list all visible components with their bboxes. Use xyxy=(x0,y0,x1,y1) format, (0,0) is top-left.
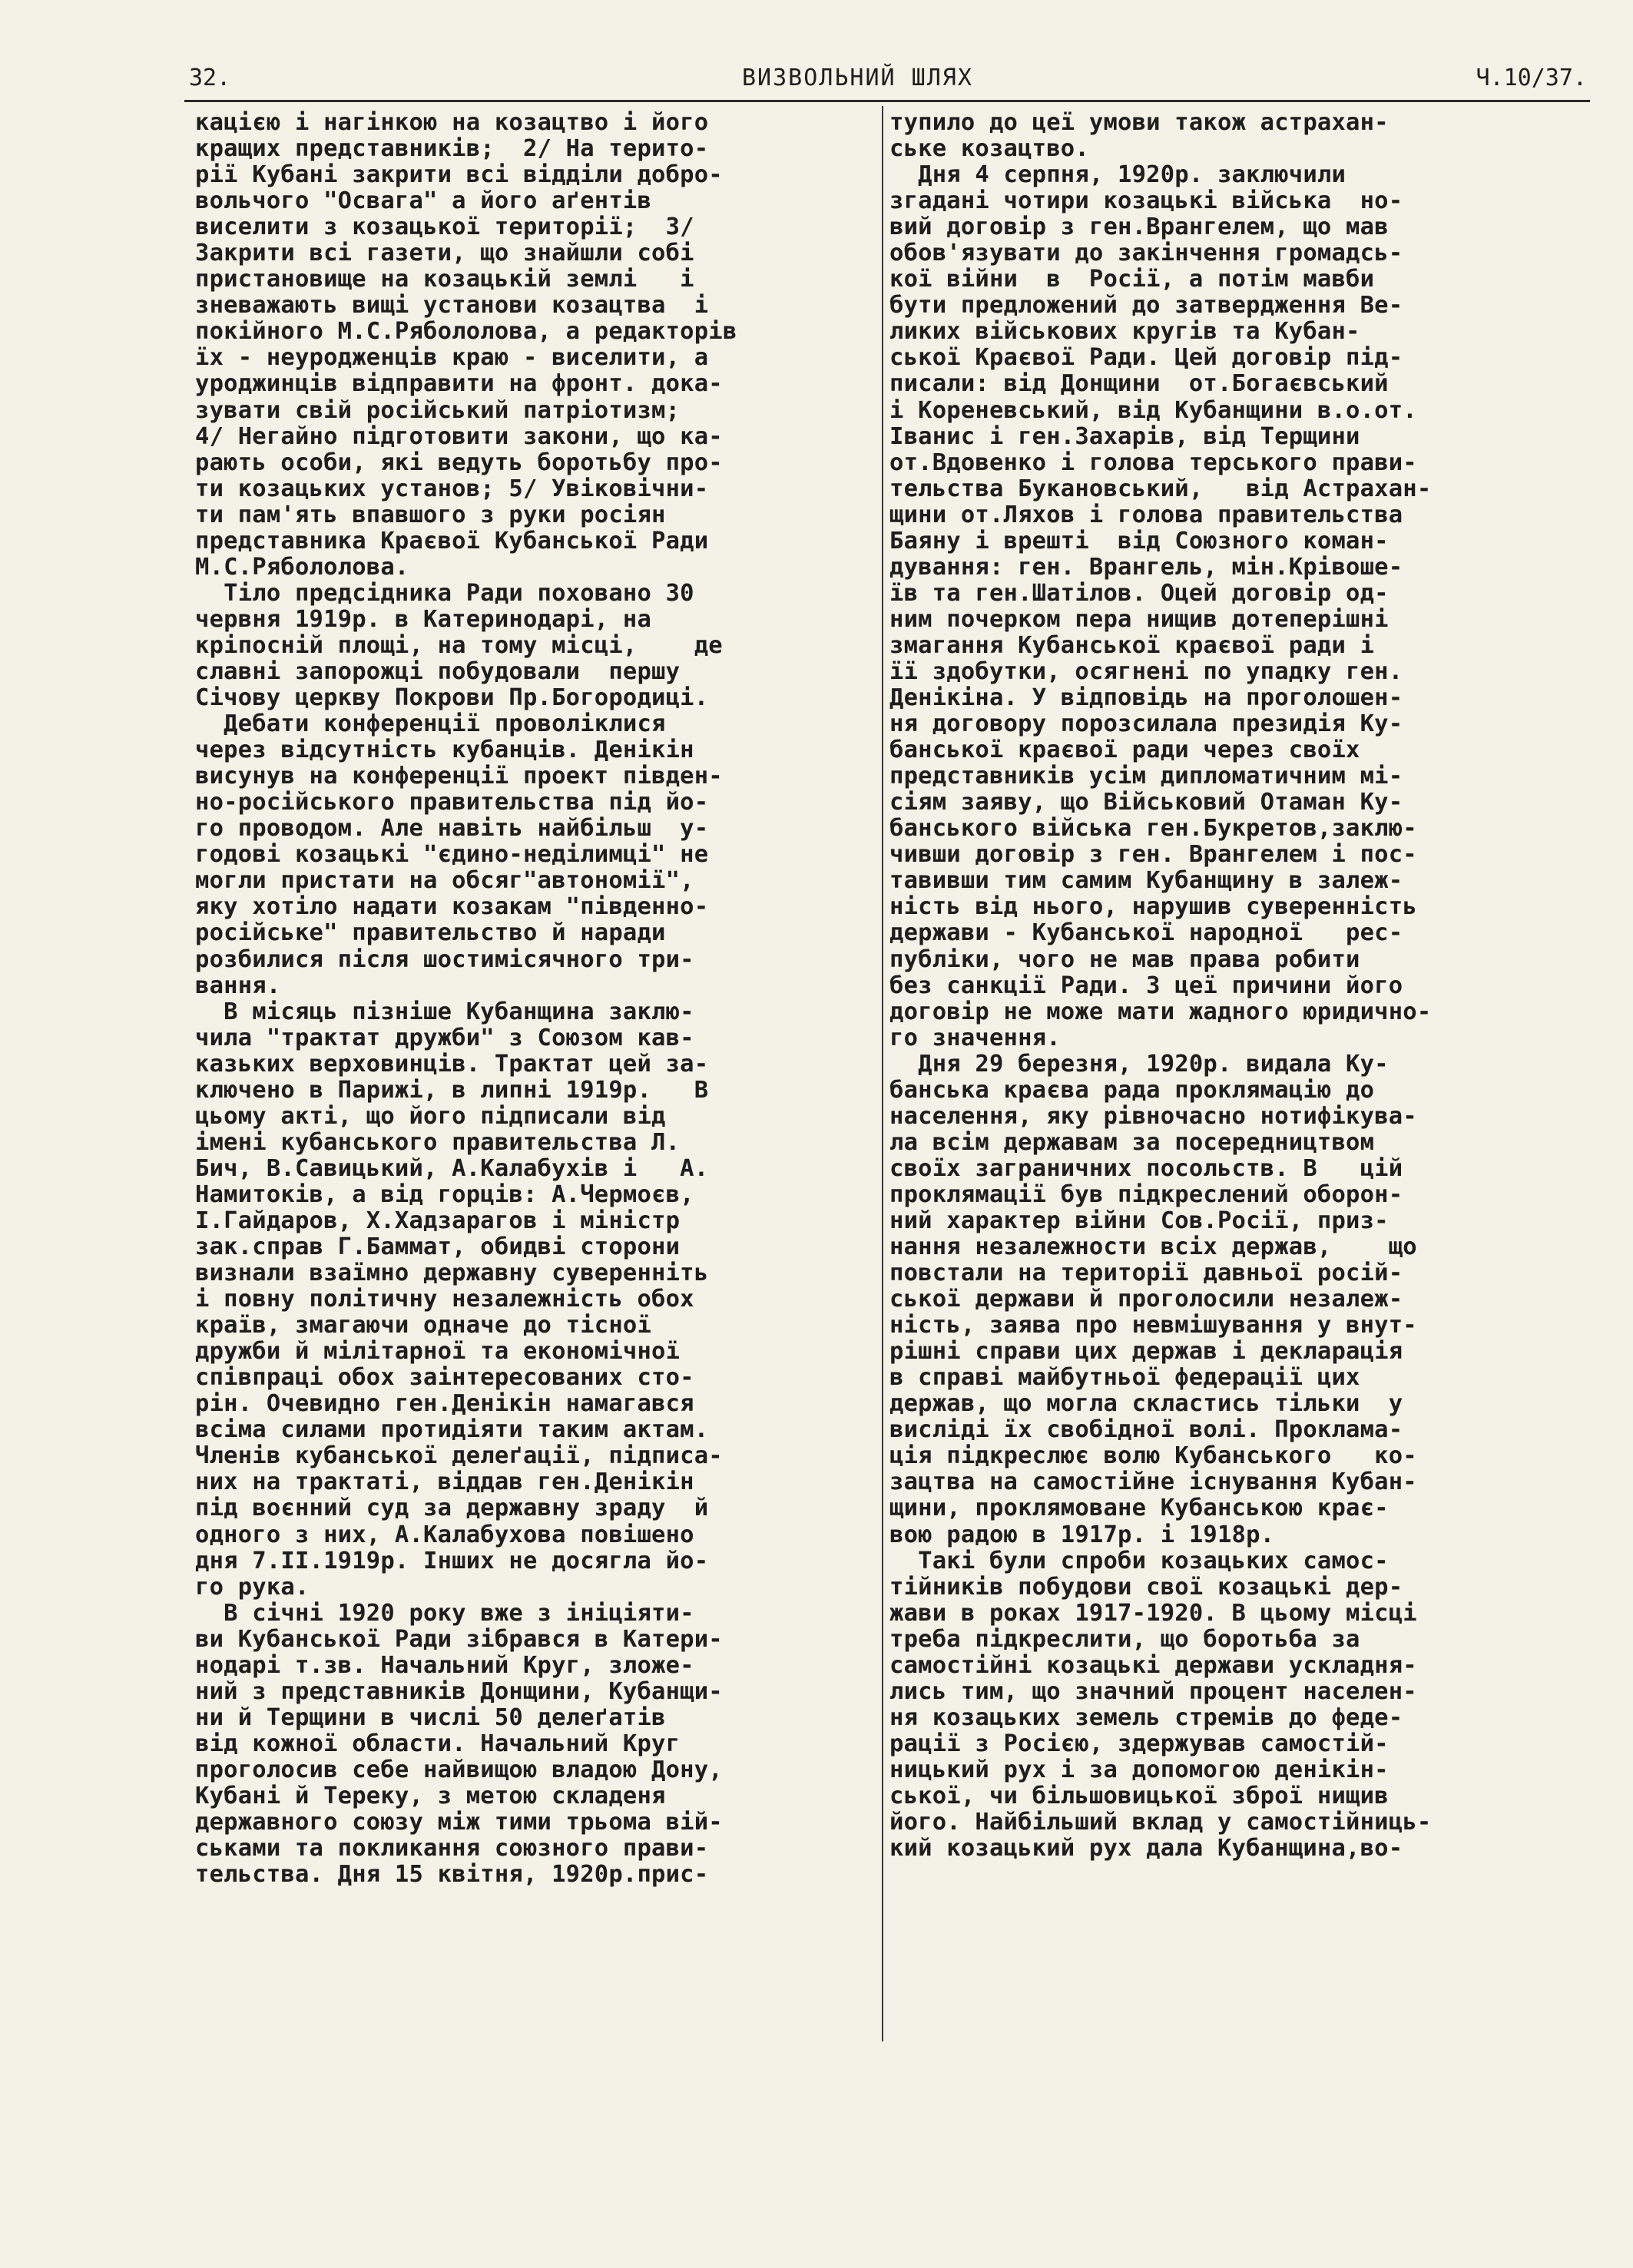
left-column-line: вання. xyxy=(195,972,281,999)
left-column xyxy=(195,110,879,1888)
right-column-line: обов'язувати до закінчення громадсь- xyxy=(889,240,1403,267)
left-column-line: В місяць пізніше Кубанщина заклю- xyxy=(195,998,694,1025)
right-column-line: щини от.Ляхов і голова правительства xyxy=(889,501,1403,528)
right-column-line: ний характер війни Сов.Росії, приз- xyxy=(889,1207,1389,1234)
right-column-line: повстали на території давньої росій- xyxy=(889,1260,1403,1287)
right-column-line: бути предложений до затвердження Ве- xyxy=(889,292,1403,320)
right-column-line: і Кореневський, від Кубанщини в.о.от. xyxy=(889,396,1417,424)
left-column-line: зак.справ Г.Баммат, обидві сторони xyxy=(195,1233,681,1261)
left-column-line: них на трактаті, віддав ген.Денікін xyxy=(195,1468,694,1496)
right-column-line: ним почерком пера нищив дотеперішні xyxy=(889,605,1389,633)
left-column-line: славні запорожці побудовали першу xyxy=(195,657,681,685)
left-column-line: зувати свій російський патріотизм; xyxy=(195,396,681,424)
left-column-line: визнали взаїмно державну суверенніть xyxy=(195,1260,709,1287)
right-column-line: держави - Кубанської народної рес- xyxy=(889,919,1403,947)
right-column-line: Баяну і врешті від Союзного коман- xyxy=(889,527,1389,555)
left-column-line: під воєнний суд за державну зраду й xyxy=(195,1495,709,1522)
left-column-line: проголосив себе найвищою владою Дону, xyxy=(195,1756,723,1783)
left-column-line: покійного М.С.Рябололова, а редакторів xyxy=(195,318,737,346)
left-column-line: уроджинців відправити на фронт. дока- xyxy=(195,370,723,398)
right-column-line: ність від нього, нарушив суверенність xyxy=(889,893,1417,921)
left-column-line: російське" правительство й наради xyxy=(195,919,666,947)
right-column-line: треба підкреслити, що боротьба за xyxy=(889,1625,1360,1653)
left-column-line: висунув на конференції проект півден- xyxy=(195,763,723,790)
left-column-line: Намитоків, а від горців: А.Чермоєв, xyxy=(195,1180,694,1208)
left-column-line: Січову церкву Покрови Пр.Богородиці. xyxy=(195,684,709,712)
left-column-line: цьому акті, що його підписали від xyxy=(195,1102,666,1130)
left-column-line: яку хотіло надати козакам "південно- xyxy=(195,893,709,921)
left-column-line: ти козацьких установ; 5/ Увіковічни- xyxy=(195,475,709,502)
right-column-line: кий козацький рух дала Кубанщина,во- xyxy=(889,1835,1403,1862)
right-column-line: самостійні козацькі держави ускладня- xyxy=(889,1651,1417,1679)
left-column-line: вольчого "Освага" а його аґентів xyxy=(195,187,652,215)
right-column-line: Дня 4 серпня, 1920р. заключили xyxy=(889,161,1346,189)
right-column-line: ня козацьких земель стремів до феде- xyxy=(889,1703,1403,1731)
right-column-line: рації з Росією, здержував самостій- xyxy=(889,1730,1389,1757)
right-column-line: вою радою в 1917р. і 1918р. xyxy=(889,1521,1275,1548)
page-number: 32. xyxy=(189,65,231,91)
right-column-line: представників усім дипломатичним мі- xyxy=(889,763,1403,790)
left-column-line: М.С.Рябололова. xyxy=(195,553,409,581)
left-column-line: казьких верховинців. Трактат цей за- xyxy=(195,1050,709,1078)
right-column-line: Іванис і ген.Захарів, від Терщини xyxy=(889,422,1360,450)
left-column-line: кращих представників; 2/ На терито- xyxy=(195,135,709,163)
left-column-line: ськами та покликання союзного прави- xyxy=(195,1835,709,1862)
right-column-line: го значення. xyxy=(889,1024,1061,1051)
right-column-line: ської держави й проголосили незалеж- xyxy=(889,1286,1403,1313)
left-column-line: Членів кубанської делеґації, підписа- xyxy=(195,1442,723,1470)
right-column-line: своїх заграничних посольств. В цій xyxy=(889,1154,1403,1182)
right-column-line: ність, заява про невмішування у внут- xyxy=(889,1312,1417,1339)
right-column-line: ликих військових кругів та Кубан- xyxy=(889,318,1360,346)
left-column-line: дружби й мілітарної та економічної xyxy=(195,1338,681,1366)
right-column-line: щини, проклямоване Кубанською крає- xyxy=(889,1495,1389,1522)
right-column-line: тійників побудови свої козацькі дер- xyxy=(889,1573,1403,1601)
right-column-line: тавивши тим самим Кубанщину в залеж- xyxy=(889,867,1403,895)
left-column-line: рії Кубані закрити всі відділи добро- xyxy=(195,161,723,189)
right-column-line: населення, яку рівночасно нотифікува- xyxy=(889,1102,1417,1130)
right-column-line: банська краєва рада проклямацію до xyxy=(889,1076,1375,1104)
right-column-line: без санкції Ради. З цеї причини його xyxy=(889,972,1403,999)
left-column-line: рін. Очевидно ген.Денікін намагався xyxy=(195,1390,694,1418)
right-column-line: змагання Кубанської краєвої ради і xyxy=(889,631,1375,659)
page-header xyxy=(189,65,1587,95)
right-column-line: ла всім державам за посередництвом xyxy=(889,1128,1375,1156)
right-column-line: ської Краєвої Ради. Цей договір під- xyxy=(889,344,1403,372)
right-column-line: чивши договір з ген. Врангелем і пос- xyxy=(889,841,1417,869)
right-column-line: згадані чотири козацькі війська но- xyxy=(889,187,1403,215)
right-column-line: дування: ген. Врангель, мін.Крівоше- xyxy=(889,553,1403,581)
left-column-line: нодарі т.зв. Начальний Круг, зложе- xyxy=(195,1651,694,1679)
right-column-line: вий договір з ген.Врангелем, що мав xyxy=(889,214,1389,241)
left-column-line: го рука. xyxy=(195,1573,310,1601)
right-column-line: ня договору порозсилала президія Ку- xyxy=(889,710,1403,738)
header-rule xyxy=(184,100,1590,102)
right-column xyxy=(889,110,1581,1862)
left-column-line: імені кубанського правительства Л. xyxy=(195,1128,681,1156)
left-column-line: чила "трактат дружби" з Союзом кав- xyxy=(195,1024,694,1051)
right-column-line: договір не може мати жадного юридично- xyxy=(889,998,1432,1025)
left-column-line: і повну політичну незалежність обох xyxy=(195,1286,694,1313)
right-column-line: банської краєвої ради через своїх xyxy=(889,737,1360,764)
left-column-line: ви Кубанської Ради зібрався в Катери- xyxy=(195,1625,723,1653)
left-column-line: від кожної области. Начальний Круг xyxy=(195,1730,681,1757)
left-column-line: Дебати конференції проволіклися xyxy=(195,710,666,738)
left-column-line: годові козацькі "єдино-неділимці" не xyxy=(195,841,709,869)
right-column-line: рішні справи цих держав і декларація xyxy=(889,1338,1403,1366)
left-column-line: країв, змагаючи одначе до тісної xyxy=(195,1312,652,1339)
left-column-line: червня 1919р. в Катеринодарі, на xyxy=(195,605,652,633)
issue-number: Ч.10/37. xyxy=(1476,65,1587,91)
left-column-line: рають особи, які ведуть боротьбу про- xyxy=(195,449,723,476)
right-column-line: проклямації був підкреслений оборон- xyxy=(889,1180,1403,1208)
right-column-line: в справі майбутньої федерації цих xyxy=(889,1364,1360,1392)
left-column-line: через відсутність кубанців. Денікін xyxy=(195,737,694,764)
right-column-line: його. Найбільший вклад у самостійниць- xyxy=(889,1809,1432,1836)
right-column-line: от.Вдовенко і голова терського прави- xyxy=(889,449,1417,476)
left-column-line: їх - неуродженців краю - виселити, а xyxy=(195,344,709,372)
right-column-line: тельства Букановський, від Астрахан- xyxy=(889,475,1432,502)
left-column-line: ключено в Парижі, в липні 1919р. В xyxy=(195,1076,709,1104)
left-column-line: виселити з козацької території; 3/ xyxy=(195,214,694,241)
right-column-line: жави в роках 1917-1920. В цьому місці xyxy=(889,1599,1417,1627)
right-column-line: сіям заяву, що Військовий Отаман Ку- xyxy=(889,789,1403,816)
right-column-line: її здобутки, осягнені по упадку ген. xyxy=(889,657,1403,685)
left-column-line: го проводом. Але навіть найбільш у- xyxy=(195,815,709,843)
left-column-line: кріпосній площі, на тому місці, де xyxy=(195,631,723,659)
right-column-line: держав, що могла скластись тільки у xyxy=(889,1390,1403,1418)
right-column-line: висліді їх свобідної волі. Проклама- xyxy=(889,1416,1403,1444)
right-column-line: Денікіна. У відповідь на проголошен- xyxy=(889,684,1403,712)
left-column-line: дня 7.II.1919р. Інших не досягла йо- xyxy=(195,1547,709,1574)
left-column-line: ни й Терщини в числі 50 делеґатів xyxy=(195,1703,666,1731)
right-column-line: ське козацтво. xyxy=(889,135,1089,163)
left-column-line: В січні 1920 року вже з ініціяти- xyxy=(195,1599,694,1627)
right-column-line: Такі були спроби козацьких самос- xyxy=(889,1547,1389,1574)
left-column-line: співпраці обох заінтересованих сто- xyxy=(195,1364,694,1392)
left-column-line: зневажають вищі установи козацтва і xyxy=(195,292,709,320)
left-column-line: но-російського правительства під йо- xyxy=(195,789,709,816)
left-column-line: могли пристати на обсяг"автономії", xyxy=(195,867,694,895)
journal-title: ВИЗВОЛЬНИЙ ШЛЯХ xyxy=(742,65,973,91)
left-column-line: 4/ Негайно підготовити закони, що ка- xyxy=(195,422,723,450)
column-divider xyxy=(882,106,883,2041)
left-column-line: І.Гайдаров, Х.Хадзарагов і міністр xyxy=(195,1207,681,1234)
left-column-line: Тіло предсідника Ради поховано 30 xyxy=(195,579,694,607)
right-column-line: їв та ген.Шатілов. Оцей договір од- xyxy=(889,579,1389,607)
left-column-line: Закрити всі газети, що знайшли собі xyxy=(195,240,694,267)
left-column-line: державного союзу між тими трьома вій- xyxy=(195,1809,723,1836)
right-column-line: Дня 29 березня, 1920р. видала Ку- xyxy=(889,1050,1389,1078)
right-column-line: нання незалежности всіх держав, що xyxy=(889,1233,1417,1261)
right-column-line: публіки, чого не мав права робити xyxy=(889,945,1360,973)
left-column-line: Бич, В.Савицький, А.Калабухів і А. xyxy=(195,1154,709,1182)
left-column-line: розбилися після шостимісячного три- xyxy=(195,945,694,973)
right-column-line: зацтва на самостійне існування Кубан- xyxy=(889,1468,1417,1496)
right-column-line: писали: від Донщини от.Богаєвський xyxy=(889,370,1389,398)
left-column-line: всіма силами протидіяти таким актам. xyxy=(195,1416,709,1444)
right-column-line: лись тим, що значний процент населен- xyxy=(889,1677,1417,1705)
right-column-line: ської, чи більшовицької зброї нищив xyxy=(889,1783,1389,1809)
left-column-line: ний з представників Донщини, Кубанщи- xyxy=(195,1677,723,1705)
right-column-line: ція підкреслює волю Кубанського ко- xyxy=(889,1442,1417,1470)
left-column-line: кацією і нагінкою на козацтво і його xyxy=(195,109,709,136)
right-column-line: ницький рух і за допомогою денікін- xyxy=(889,1756,1389,1783)
right-column-line: банського війська ген.Букретов,заклю- xyxy=(889,815,1417,843)
right-column-line: тупило до цеї умови також астрахан- xyxy=(889,109,1389,136)
left-column-line: представника Краєвої Кубанської Ради xyxy=(195,527,709,555)
left-column-line: Кубані й Тереку, з метою складеня xyxy=(195,1783,666,1809)
left-column-line: тельства. Дня 15 квітня, 1920р.прис- xyxy=(195,1861,709,1889)
right-column-line: кої війни в Росії, а потім мавби xyxy=(889,266,1375,293)
left-column-line: пристановище на козацькій землі і xyxy=(195,266,694,293)
left-column-line: одного з них, А.Калабухова повішено xyxy=(195,1521,694,1548)
left-column-line: ти пам'ять впавшого з руки росіян xyxy=(195,501,666,528)
